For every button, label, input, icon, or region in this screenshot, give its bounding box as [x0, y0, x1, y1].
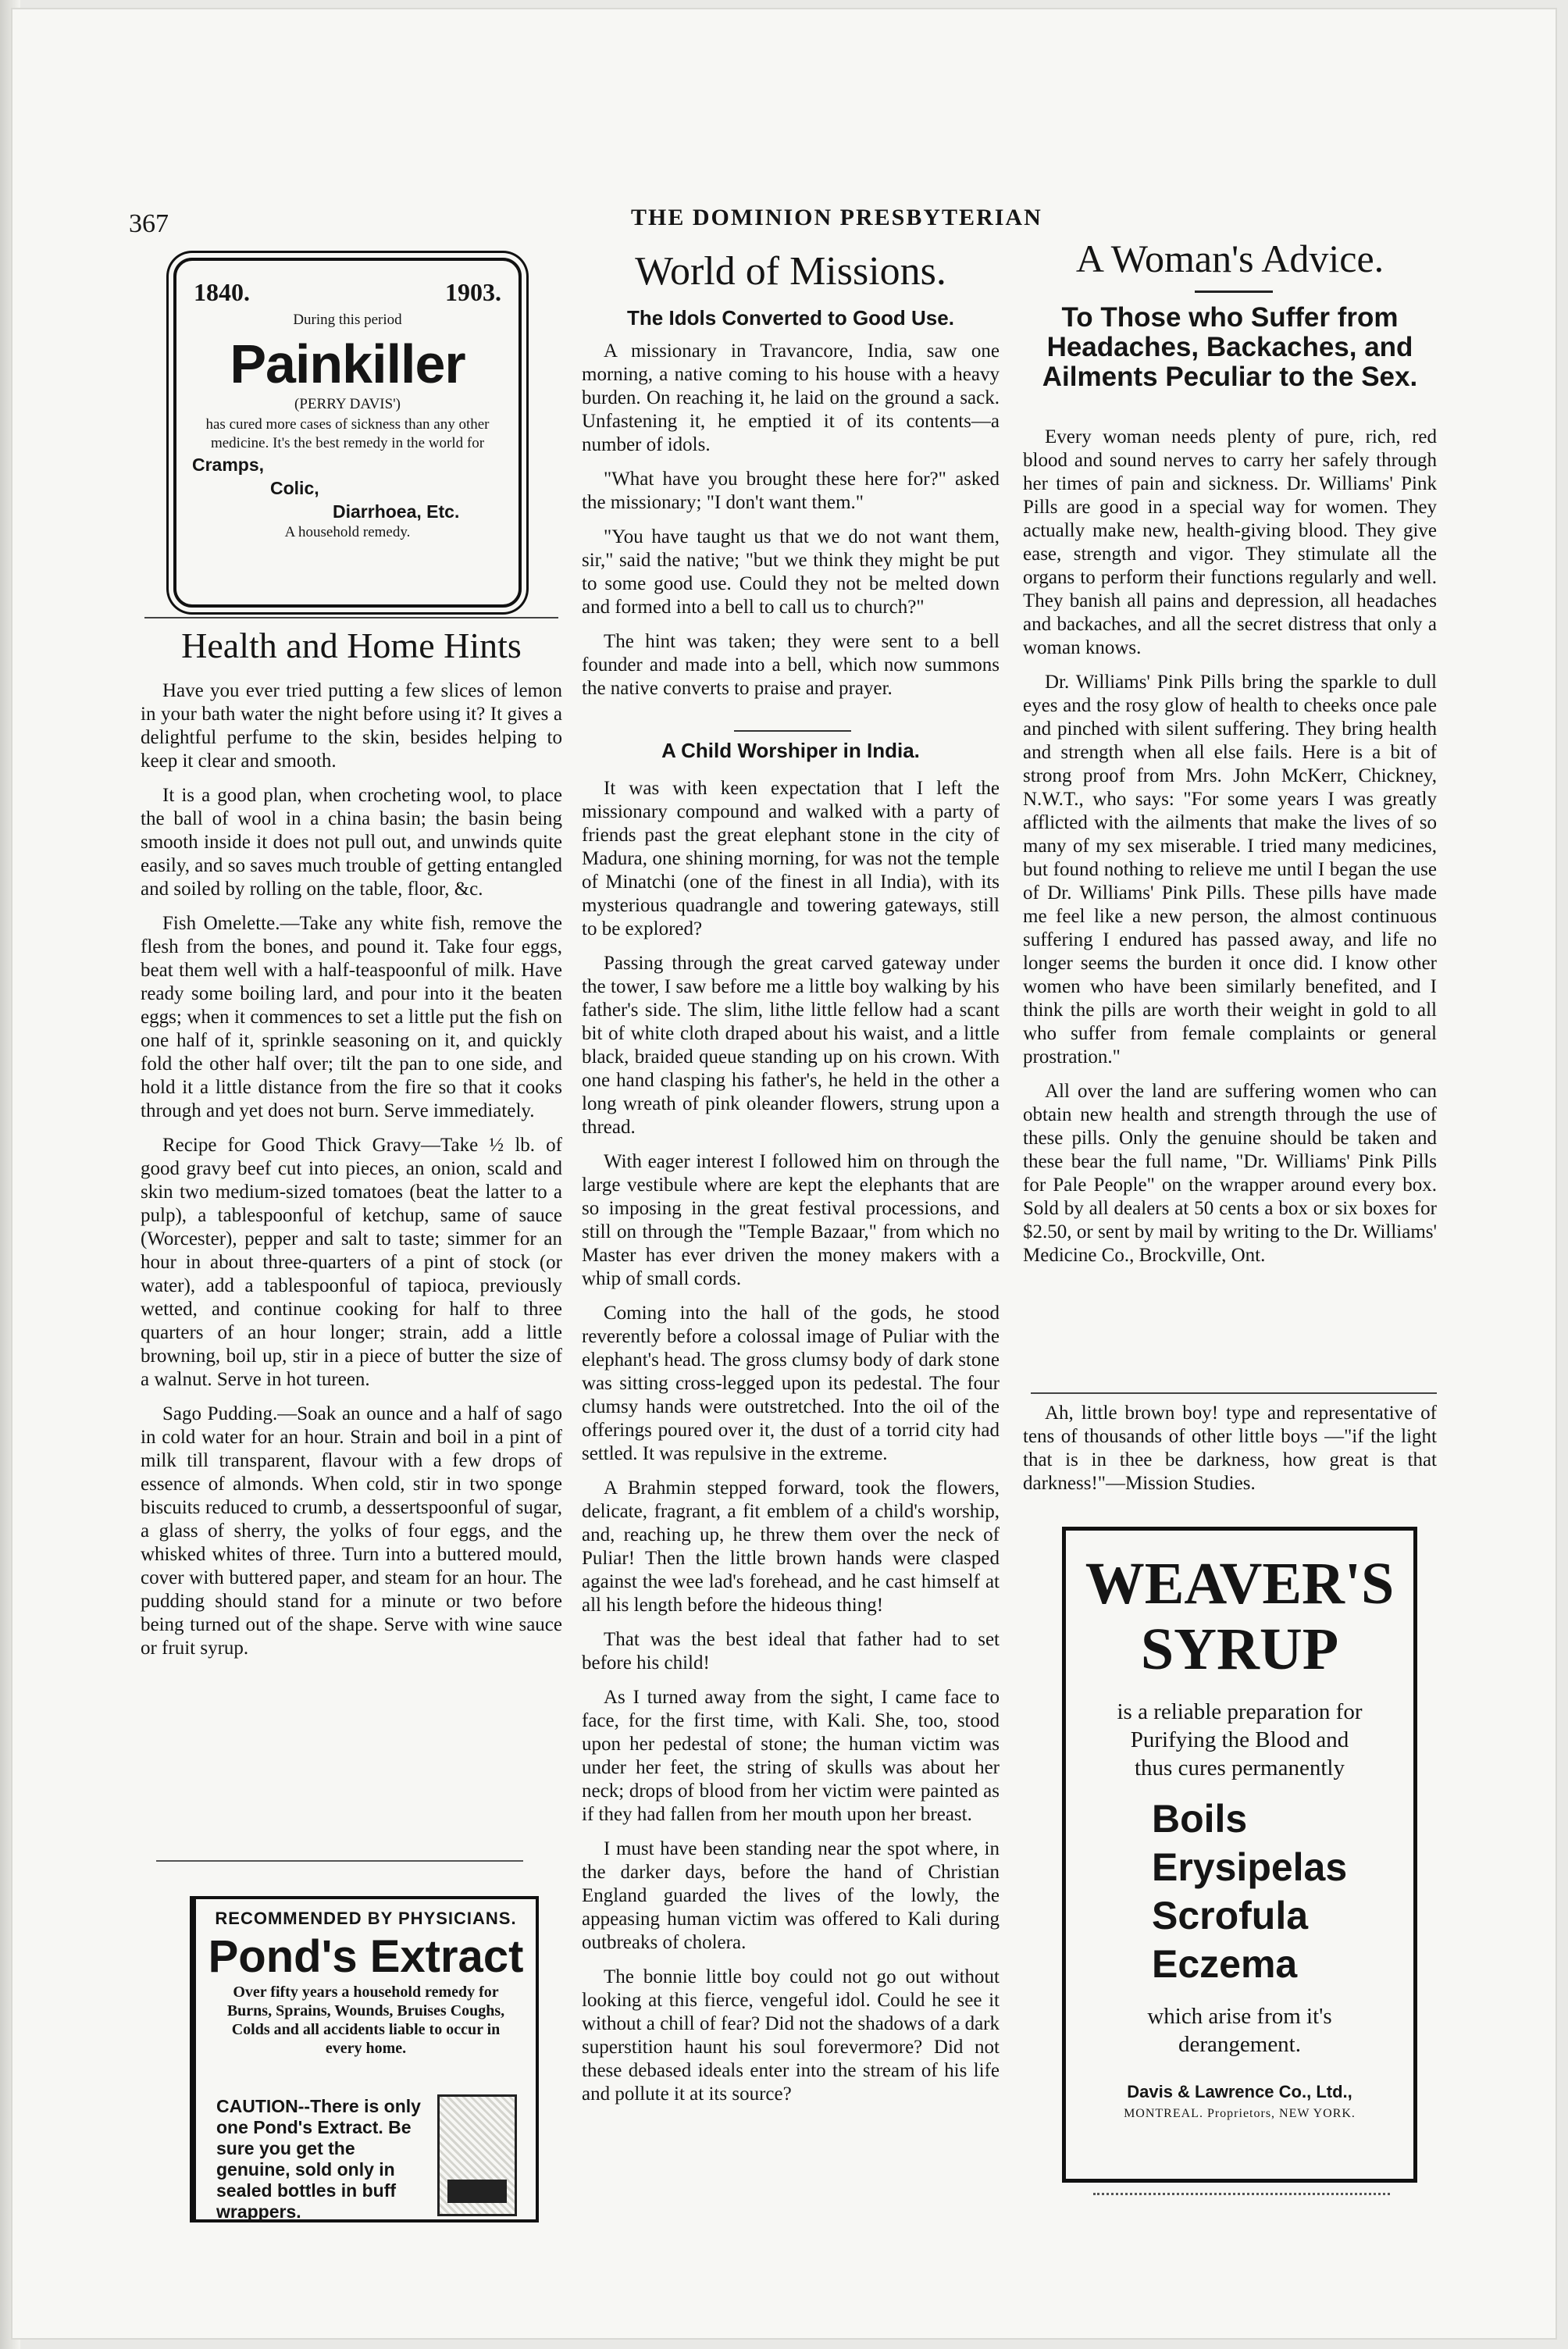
child-paragraph: A Brahmin stepped forward, took the flowers, delicate, fragrant, a fit emblem of a child's worship, and, reaching up, he threw them over the neck of Puliar! Then the little brown hands were clasped against the wee lad's forehead, and he cast himself at all his length before the hideous thing! [582, 1477, 1000, 1616]
ponds-recommended: RECOMMENDED BY PHYSICIANS. [215, 1909, 517, 1928]
child-paragraph: The bonnie little boy could not go out without looking at this fierce, vengeful idol. Could he see it without a chill of fear? Did not the shadows of a dark superstition haunt his soul forevermore? Did not these debased ideals enter into the stream of his life and pollute it at its source? [582, 1966, 1000, 2105]
health-paragraph: Have you ever tried putting a few slices of lemon in your bath water the night before using it? It gives a delightful perfume to the skin, besides helping to keep it clear and smooth. [141, 680, 562, 772]
divider [1195, 291, 1273, 293]
brown-boy-text: Ah, little brown boy! type and representative of tens of thousands of other little boys —"if the light that is in thee be darkness, how great is that darkness!"—Mission Studies. [1023, 1403, 1437, 1494]
painkiller-years [194, 278, 501, 307]
divider [156, 1860, 523, 1862]
page-number: 367 [129, 209, 169, 238]
ponds-caution: CAUTION--There is only one Pond's Extract. Be sure you get the genuine, sold only in sealed bottles in buff wrappers. [216, 2096, 421, 2222]
divider [144, 617, 558, 618]
idols-column [582, 340, 1000, 711]
missions-title: World of Missions. [635, 249, 946, 294]
child-paragraph: It was with keen expectation that I left the missionary compound and walked with a party of friends past the great elephant stone in the city of Madura, one shining morning, for was not the temple of Minatchi (one of the finest in all India), with its mysterious quadrangle and towering gateways, still to be explored? [582, 778, 1000, 939]
ailment-item: Erysipelas [1152, 1845, 1348, 1889]
print-artifact [1093, 2193, 1390, 2195]
child-paragraph: As I turned away from the sight, I came face to face, for the first time, with Kali. She, too, stood upon her pedestal of stone; the human victim was under her feet, the string of skulls was about her neck; drops of blood from her victim were painted as if they had fallen from her mouth upon her breast. [582, 1687, 1000, 1825]
child-paragraph: Passing through the great carved gateway under the tower, I saw before me a little boy walking by his father's side. The slim, lithe little fellow had a scant bit of white cloth draped about his waist, and a little black, braided queue standing up on his crown. With one hand clasping his father's, he held in the other a long wreath of pink oleander flowers, strung upon a thread. [582, 953, 1000, 1138]
painkiller-footer: A household remedy. [284, 524, 411, 540]
weaver-title-2: SYRUP [1140, 1616, 1339, 1682]
health-paragraph: Sago Pudding.—Soak an ounce and a half of sago in cold water for an hour. Strain and boil in a pint of milk till transparent, flavour with a few drops of essence of almonds. When cold, stir in two sponge biscuits reduced to crumb, a dessertspoonful of sugar, a glass of sherry, the yolks of four eggs, and the whisked whites of three. Turn into a buttered mould, cover with buttered paper, and steam for an hour. The pudding should stand for a minute or two before being turned out of the shape. Serve with wine sauce or fruit syrup. [141, 1403, 562, 1659]
child-paragraph: Coming into the hall of the gods, he stood reverently before a colossal image of Puliar with the elephant's head. The gross clumsy body of dark stone was sitting cross-legged upon its pedestal. The four clumsy hands were outstretched. Into the oil of the offerings poured over it, the dust of a torrid city had settled. It was repulsive in the extreme. [582, 1303, 1000, 1464]
woman-paragraph: All over the land are suffering women who can obtain new health and strength through the use of these pills. Only the genuine should be taken and these bear the full name, "Dr. Williams' Pink Pills for Pale People" on the wrapper around every box. Sold by all dealers at 50 cents a box or six boxes for $2.50, or sent by mail by writing to the Dr. Williams' Medicine Co., Brockville, Ont. [1023, 1081, 1437, 1266]
health-paragraph: It is a good plan, when crocheting wool, to place the ball of wool in a china basin; the basin being smooth inside it does not pull out, and unwinds quite easily, and so saves much trouble of getting entangled and soiled by rolling on the table, floor, &c. [141, 785, 562, 900]
child-paragraph: That was the best ideal that father had to set before his child! [582, 1629, 1000, 1674]
weaver-title-1: WEAVER'S [1085, 1551, 1395, 1616]
woman-title: A Woman's Advice. [1075, 237, 1384, 280]
ponds-brand: Pond's Extract [208, 1931, 524, 1982]
idols-subtitle: The Idols Converted to Good Use. [627, 306, 954, 330]
ailment-item: Scrofula [1152, 1894, 1309, 1937]
weaver-arise: which arise from it's derangement. [1147, 2004, 1332, 2057]
ailment-item: Boils [1152, 1797, 1248, 1841]
idols-paragraph: A missionary in Travancore, India, saw one morning, a native coming to his house with a heavy burden. On reaching it, he laid on the ground a sack. Unfastening it, he emptied it of its contents—a number of idols. [582, 340, 1000, 455]
painkiller-brand: Painkiller [230, 333, 465, 394]
weaver-ailments [1066, 1795, 1413, 1988]
weaver-description: is a reliable preparation for Purifying the Blood and thus cures permanently [1117, 1699, 1363, 1780]
bottle-label [447, 2180, 507, 2203]
divider [734, 730, 851, 732]
list-item: Cramps, [192, 454, 265, 475]
ailment-item: Eczema [1152, 1942, 1298, 1986]
health-paragraph: Recipe for Good Thick Gravy—Take ½ lb. of good gravy beef cut into pieces, an onion, scald and skin two medium-sized tomatoes (beat the latter to a pulp), a tablespoonful of ketchup, same of sauce (Worcester), pepper and salt to taste; simmer for an hour in about three-quarters of a pint of stock (or water), add a tablespoonful of tapioca, previously wetted, and continue cooking for half to three quarters of an hour longer; strain, add a little browning, boil up, stir in a piece of butter the size of a walnut. Serve in hot tureen. [141, 1135, 562, 1390]
idols-paragraph: "What have you brought these here for?" asked the missionary; "I don't want them." [582, 469, 1000, 513]
child-paragraph: I must have been standing near the spot where, in the darker days, before the hand of Christian England guarded the lives of the lowly, the appeasing human victim was offered to Kali during outbreaks of cholera. [582, 1838, 1000, 1953]
bottle-illustration [437, 2094, 517, 2216]
weavers-syrup-ad [1062, 1527, 1417, 2183]
painkiller-intro: During this period [293, 312, 402, 328]
weaver-maker: Davis & Lawrence Co., Ltd., [1127, 2082, 1352, 2101]
painkiller-claim: has cured more cases of sickness than any other medicine. It's the best remedy in the world for [205, 416, 490, 451]
year-left: 1840. [194, 278, 250, 306]
health-paragraph: Fish Omelette.—Take any white fish, remove the flesh from the bones, and pound it. Take four eggs, beat them well with a half-teaspoonful of milk. Have ready some boiling lard, and pour into it the beaten eggs; when it commences to set a little put the fish on one half of it, sprinkle seasoning on it, and quickly fold the other half over; tilt the pan to one side, and hold it a little distance from the fire so that it cooks through and yet does not burn. Serve immediately. [141, 913, 562, 1121]
list-item: Colic, [270, 478, 319, 498]
child-paragraph: With eager interest I followed him on through the large vestibule where are kept the elephants that are so imposing in the great festival processions, and still on through the "Temple Bazaar," from which no Master has ever driven the money makers with a whip of small cords. [582, 1151, 1000, 1289]
painkiller-list [176, 453, 519, 523]
health-title: Health and Home Hints [181, 626, 522, 665]
weaver-places: MONTREAL. Proprietors, NEW YORK. [1124, 2107, 1356, 2120]
idols-paragraph: The hint was taken; they were sent to a bell founder and made into a bell, which now summons the native converts to praise and prayer. [582, 631, 1000, 699]
divider [1031, 1392, 1437, 1394]
ponds-description: Over fifty years a household remedy for Burns, Sprains, Wounds, Bruises Coughs, Colds and all accidents liable to occur in every home. [226, 1984, 505, 2057]
idols-paragraph: "You have taught us that we do not want them, sir," said the native; "but we think they might be put to some good use. Could they not be melted down and formed into a bell to call us to church?" [582, 526, 1000, 618]
woman-column [1023, 426, 1437, 1278]
child-subtitle: A Child Worshiper in India. [661, 739, 920, 762]
ponds-extract-ad [190, 1896, 539, 2222]
painkiller-maker: (PERRY DAVIS') [294, 396, 401, 412]
woman-paragraph: Dr. Williams' Pink Pills bring the sparkle to dull eyes and the rosy glow of health to cheeks once pale and pinched with silent suffering. They bring health and strength when all else fails. Here is a bit of strong proof from Mrs. John McKerr, Chickney, N.W.T., who says: "For some years I was greatly afflicted with the ailments that make the lives of so many of my sex miserable. I tried many medicines, but found nothing to relieve me until I began the use of Dr. Williams' Pink Pills. These pills have made me feel like a new person, the almost continuous suffering I endured has passed away, and life no longer seems the burden it once did. I know other women who have been similarly benefited, and I think the pills are worth their weight in gold to all who suffer from female complaints or general prostration." [1023, 672, 1437, 1068]
year-right: 1903. [445, 278, 501, 306]
woman-subtitle: To Those who Suffer from Headaches, Backaches, and Ailments Peculiar to the Sex. [1042, 302, 1418, 392]
painkiller-ad [173, 258, 522, 608]
child-column [582, 777, 1000, 2117]
woman-paragraph: Every woman needs plenty of pure, rich, red blood and sound nerves to carry her safely through her times of pain and sickness. Dr. Williams' Pink Pills are good in a special way for women. They actually make new, health-giving blood. They give ease, strength and vigor. They stimulate all the organs to perform their functions regularly and well. They banish all pains and depression, all headaches and backaches, and all the secret distress that only a woman knows. [1023, 426, 1437, 658]
running-title: THE DOMINION PRESBYTERIAN [631, 205, 1042, 230]
health-column [141, 679, 562, 1671]
list-item: Diarrhoea, Etc. [333, 501, 460, 522]
brown-boy-note [1023, 1402, 1437, 1506]
